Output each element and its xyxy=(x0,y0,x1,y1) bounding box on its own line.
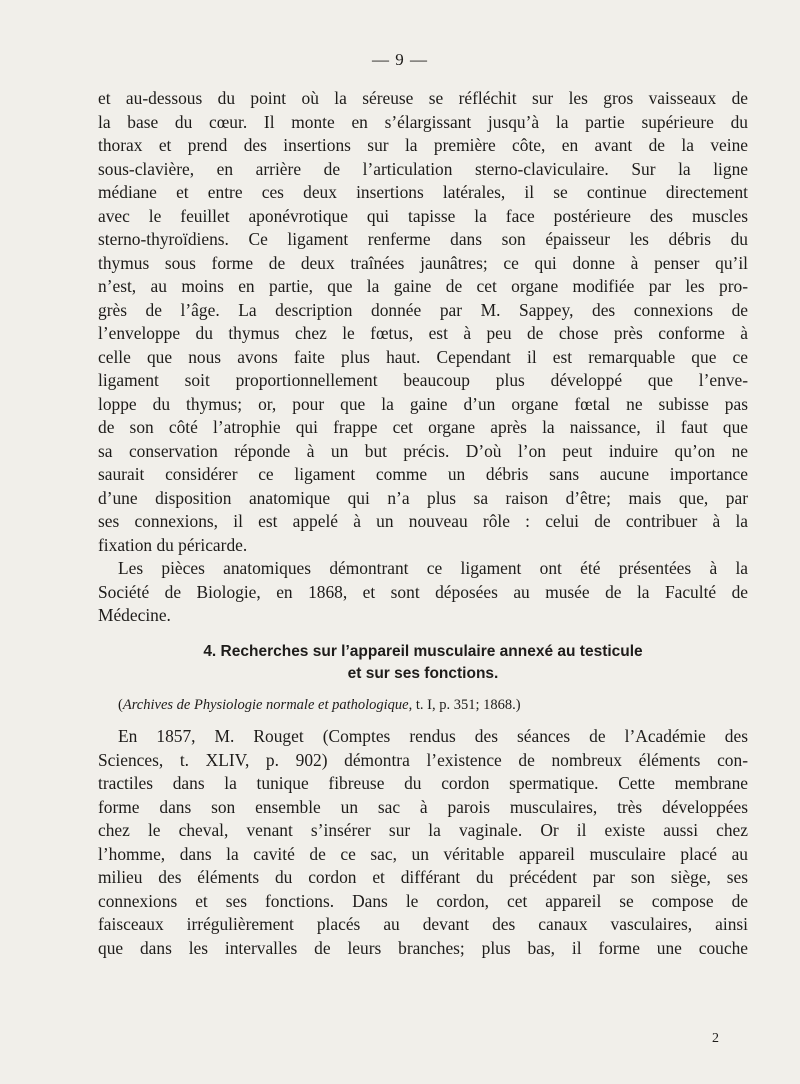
paragraph-2 xyxy=(98,557,748,628)
text-line: ses connexions, il est appelé à un nouveau rôle : celui de contribuer à la xyxy=(98,511,748,531)
text-line: ligament soit proportionnellement beaucoup plus développé que l’enve- xyxy=(98,370,748,390)
text-line: fixation du péricarde. xyxy=(98,534,248,555)
text-line: la base du cœur. Il monte en s’élargissant jusqu’à la partie supérieure du xyxy=(98,111,748,132)
text-line: sa conservation réponde à un but précis. D’où l’on peut induire qu’on ne xyxy=(98,440,748,461)
page-number: — 9 — xyxy=(372,50,428,69)
citation-open: ( xyxy=(118,697,123,713)
text-line: sterno-thyroïdiens. Ce ligament renferme dans son épaisseur les débris du xyxy=(98,229,748,249)
text-line: En 1857, M. Rouget (Comptes rendus des séances de l’Académie des xyxy=(118,726,748,746)
signature-mark: 2 xyxy=(712,1031,719,1046)
text-line: Les pièces anatomiques démontrant ce ligament ont été présentées à la xyxy=(118,558,748,578)
text-line: loppe du thymus; or, pour que la gaine d’un organe fœtal ne subisse pas xyxy=(98,393,748,414)
text-line: thorax et prend des insertions sur la première côte, en avant de la veine xyxy=(98,135,748,155)
text-line: de son côté l’atrophie qui frappe cet organe après la naissance, il faut que xyxy=(98,417,748,437)
text-line: forme dans son ensemble un sac à parois musculaires, très développées xyxy=(98,796,748,817)
text-line: sous-clavière, en arrière de l’articulation sterno-claviculaire. Sur la ligne xyxy=(98,158,748,179)
text-line: celle que nous avons faite plus haut. Cependant il est remarquable que ce xyxy=(98,346,748,367)
section-heading xyxy=(98,641,748,685)
citation xyxy=(98,694,748,716)
text-line: l’enveloppe du thymus chez le fœtus, est à peu de chose près conforme à xyxy=(98,323,748,343)
text-line: Sciences, t. XLIV, p. 902) démontra l’existence de nombreux éléments con- xyxy=(98,749,748,770)
paragraph-3 xyxy=(98,725,748,960)
text-line: Médecine. xyxy=(98,605,171,625)
text-line: Société de Biologie, en 1868, et sont déposées au musée de la Faculté de xyxy=(98,581,748,602)
text-line: avec le feuillet aponévrotique qui tapisse la face postérieure des muscles xyxy=(98,205,748,226)
text-line: milieu des éléments du cordon et différant du précédent par son siège, ses xyxy=(98,867,748,887)
text-line: chez le cheval, venant s’insérer sur la vaginale. Or il existe aussi chez xyxy=(98,820,748,840)
text-line: connexions et ses fonctions. Dans le cordon, cet appareil se compose de xyxy=(98,890,748,911)
text-line: médiane et entre ces deux insertions latérales, il se continue directement xyxy=(98,182,748,202)
citation-rest: , t. I, p. 351; 1868.) xyxy=(408,697,521,713)
paragraph-1 xyxy=(98,87,748,557)
citation-journal: Archives de Physiologie normale et pathologique xyxy=(122,697,409,713)
text-line: d’une disposition anatomique qui n’a plus sa raison d’être; mais que, par xyxy=(98,487,748,508)
heading-line: 4. Recherches sur l’appareil musculaire annexé au testicule xyxy=(203,643,643,660)
text-line: n’est, au moins en partie, que la gaine de cet organe modifiée par les pro- xyxy=(98,276,748,296)
text-line: grès de l’âge. La description donnée par M. Sappey, des connexions de xyxy=(98,299,748,320)
text-line: faisceaux irrégulièrement placés au devant des canaux vasculaires, ainsi xyxy=(98,914,748,934)
text-line: que dans les intervalles de leurs branches; plus bas, il forme une couche xyxy=(98,937,748,958)
heading-line: et sur ses fonctions. xyxy=(347,665,499,682)
text-line: et au-dessous du point où la séreuse se réfléchit sur les gros vaisseaux de xyxy=(98,88,748,108)
text-line: thymus sous forme de deux traînées jaunâtres; ce qui donne à penser qu’il xyxy=(98,252,748,273)
text-line: saurait considérer ce ligament comme un débris sans aucune importance xyxy=(98,464,748,484)
text-line: tractiles dans la tunique fibreuse du cordon spermatique. Cette membrane xyxy=(98,773,748,793)
text-line: l’homme, dans la cavité de ce sac, un véritable appareil musculaire placé au xyxy=(98,843,748,864)
